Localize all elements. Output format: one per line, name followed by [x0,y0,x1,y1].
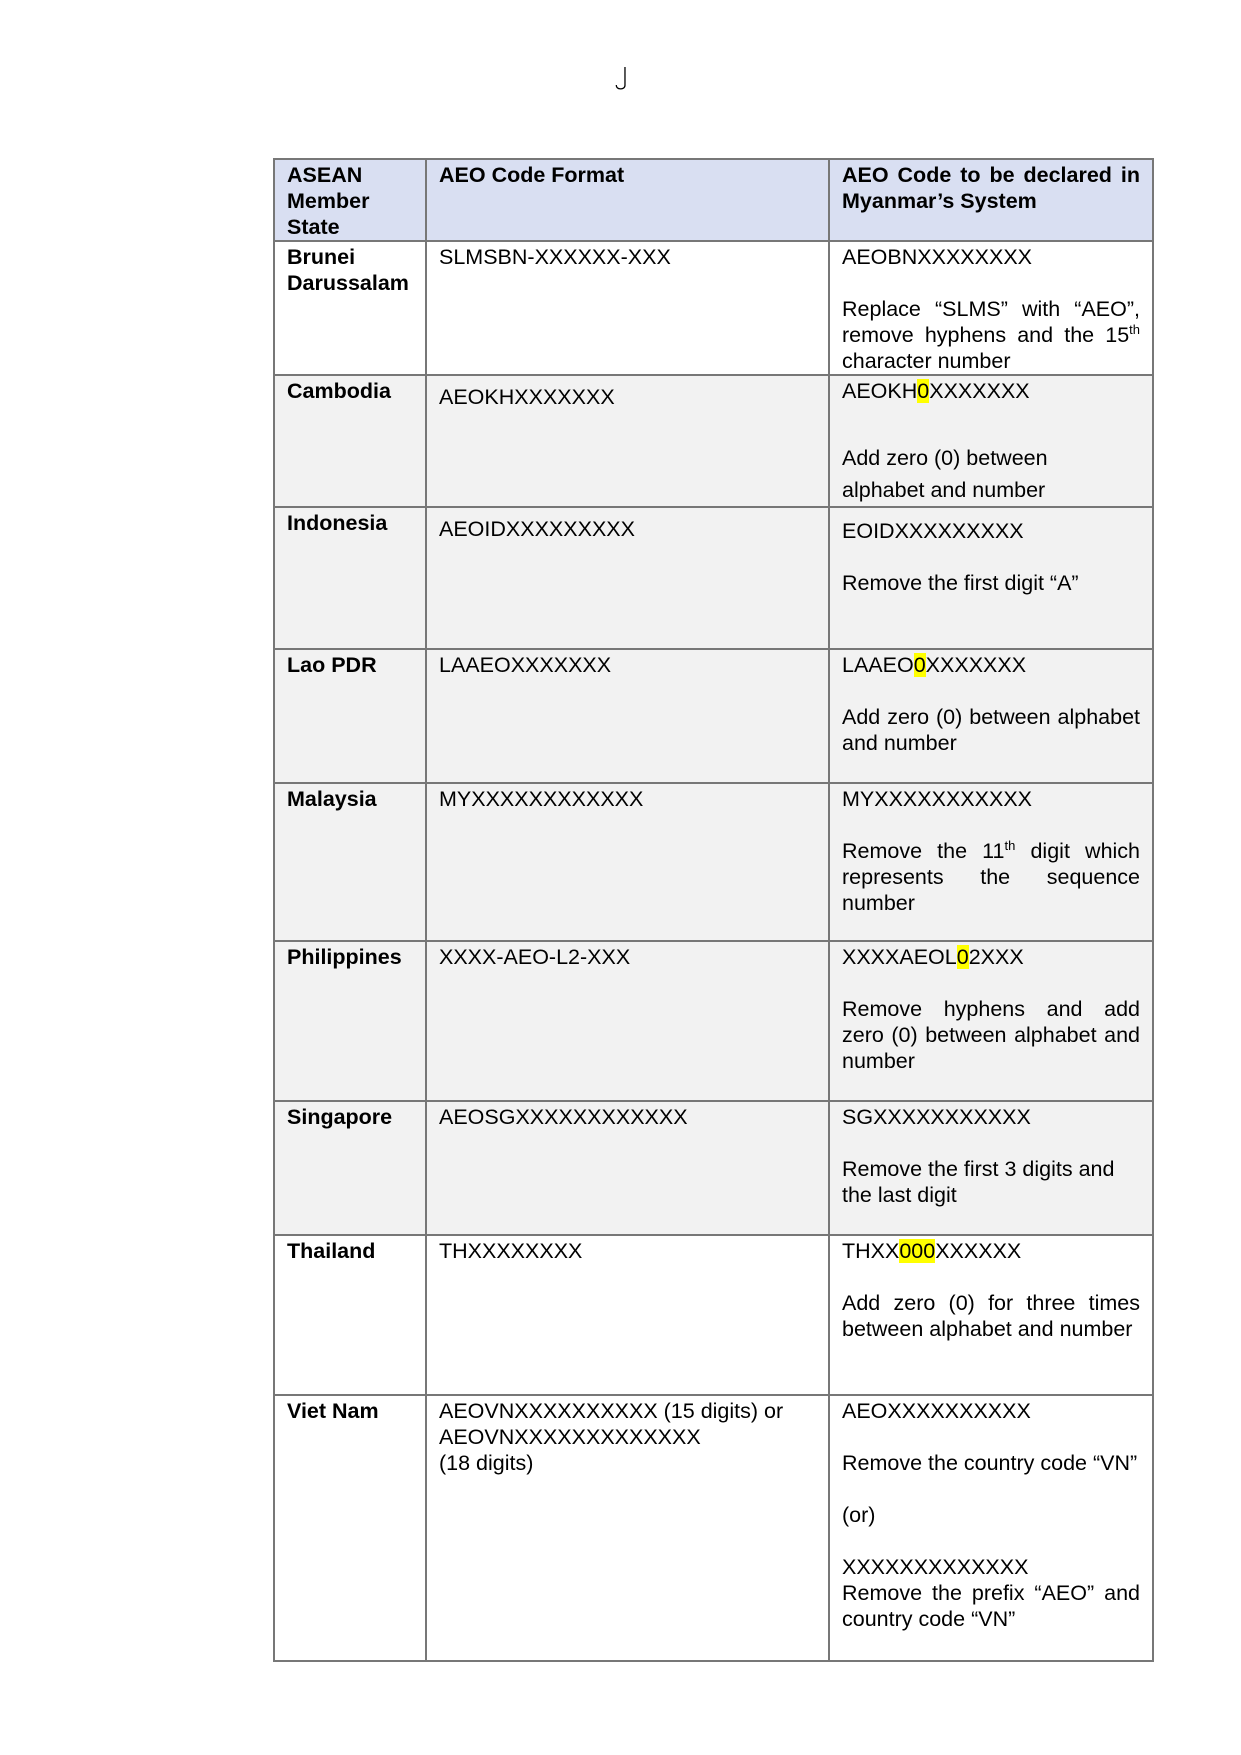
state-cell: Thailand [274,1235,426,1395]
table-row [274,1395,1153,1661]
page-number: ၂ [614,55,627,85]
declared-code: EOIDXXXXXXXXX [842,519,1024,543]
state-cell: Singapore [274,1101,426,1235]
declared-code: AEOKH0XXXXXXX [842,379,1030,403]
declared-cell [829,941,1153,1101]
state-cell: Malaysia [274,783,426,941]
table-row [274,507,1153,649]
format-cell: XXXX-AEO-L2-XXX [426,941,829,1101]
declared-code: AEOBNXXXXXXXX [842,245,1032,269]
note-superscript: th [1004,837,1016,853]
format-cell: AEOSGXXXXXXXXXXXX [426,1101,829,1235]
state-cell: Cambodia [274,375,426,507]
format-cell [426,1395,829,1661]
declared-code: SGXXXXXXXXXXX [842,1105,1031,1129]
highlighted-zeros: 000 [899,1239,936,1263]
format-cell: THXXXXXXXX [426,1235,829,1395]
declared-code: AEOXXXXXXXXXX [842,1399,1031,1423]
declared-code: LAAEO0XXXXXXX [842,653,1027,677]
or-label: (or) [842,1503,876,1527]
state-cell: Brunei Darussalam [274,241,426,375]
declared-cell [829,649,1153,783]
declared-note: Remove the first digit “A” [842,571,1079,595]
note-text: character number [842,349,1011,373]
declared-cell [829,241,1153,375]
table-row [274,375,1153,507]
table-row [274,783,1153,941]
format-cell: AEOKHXXXXXXX [426,375,829,507]
format-cell: AEOIDXXXXXXXXX [426,507,829,649]
declared-note [842,442,1140,506]
declared-code: THXX000XXXXXX [842,1239,1022,1263]
declared-note: Add zero (0) for three times between alphabet and number [842,1291,1140,1341]
format-line: AEOVNXXXXXXXXXX (15 digits) or [439,1399,784,1423]
declared-note-alt: Remove the prefix “AEO” and country code “VN” [842,1581,1140,1631]
header-code-format: AEO Code Format [426,159,829,241]
declared-cell [829,1235,1153,1395]
declared-code: XXXXAEOL02XXX [842,945,1024,969]
highlighted-zero: 0 [956,945,969,969]
format-cell: SLMSBN-XXXXXX-XXX [426,241,829,375]
state-cell: Indonesia [274,507,426,649]
declared-note: Remove the first 3 digits and the last digit [842,1157,1115,1207]
table-row [274,649,1153,783]
format-line: AEOVNXXXXXXXXXXXXX [439,1425,701,1449]
declared-note: Remove the country code “VN” [842,1451,1138,1475]
table-header-row [274,159,1153,241]
note-text: Add zero (0) between [842,446,1048,470]
note-text: Remove the 11 [842,839,1005,863]
header-code-declared: AEO Code to be declared in Myanmar’s System [829,159,1153,241]
table-row [274,1101,1153,1235]
highlighted-zero: 0 [913,653,926,677]
format-line: (18 digits) [439,1451,534,1475]
note-superscript: th [1129,321,1140,337]
declared-cell [829,375,1153,507]
aeo-code-table [273,158,1154,1662]
declared-code-alt: XXXXXXXXXXXXX [842,1555,1029,1579]
declared-cell [829,1395,1153,1661]
state-cell: Philippines [274,941,426,1101]
declared-note [842,838,1140,916]
format-cell: MYXXXXXXXXXXXX [426,783,829,941]
table-row [274,1235,1153,1395]
declared-code: MYXXXXXXXXXXX [842,787,1032,811]
declared-cell [829,507,1153,649]
note-text: alphabet and number [842,478,1046,502]
note-text: Replace “SLMS” with “AEO”, remove hyphens and the 15 [842,297,1140,347]
header-member-state: ASEAN Member State [274,159,426,241]
declared-note [842,296,1140,374]
declared-note: Remove hyphens and add zero (0) between alphabet and number [842,997,1140,1073]
declared-cell [829,1101,1153,1235]
table-row [274,941,1153,1101]
state-cell: Lao PDR [274,649,426,783]
note-text: digit which represents the sequence number [842,839,1141,915]
declared-cell [829,783,1153,941]
declared-note: Add zero (0) between alphabet and number [842,705,1140,755]
format-cell: LAAEOXXXXXXX [426,649,829,783]
highlighted-zero: 0 [917,379,930,403]
table-row [274,241,1153,375]
state-cell: Viet Nam [274,1395,426,1661]
